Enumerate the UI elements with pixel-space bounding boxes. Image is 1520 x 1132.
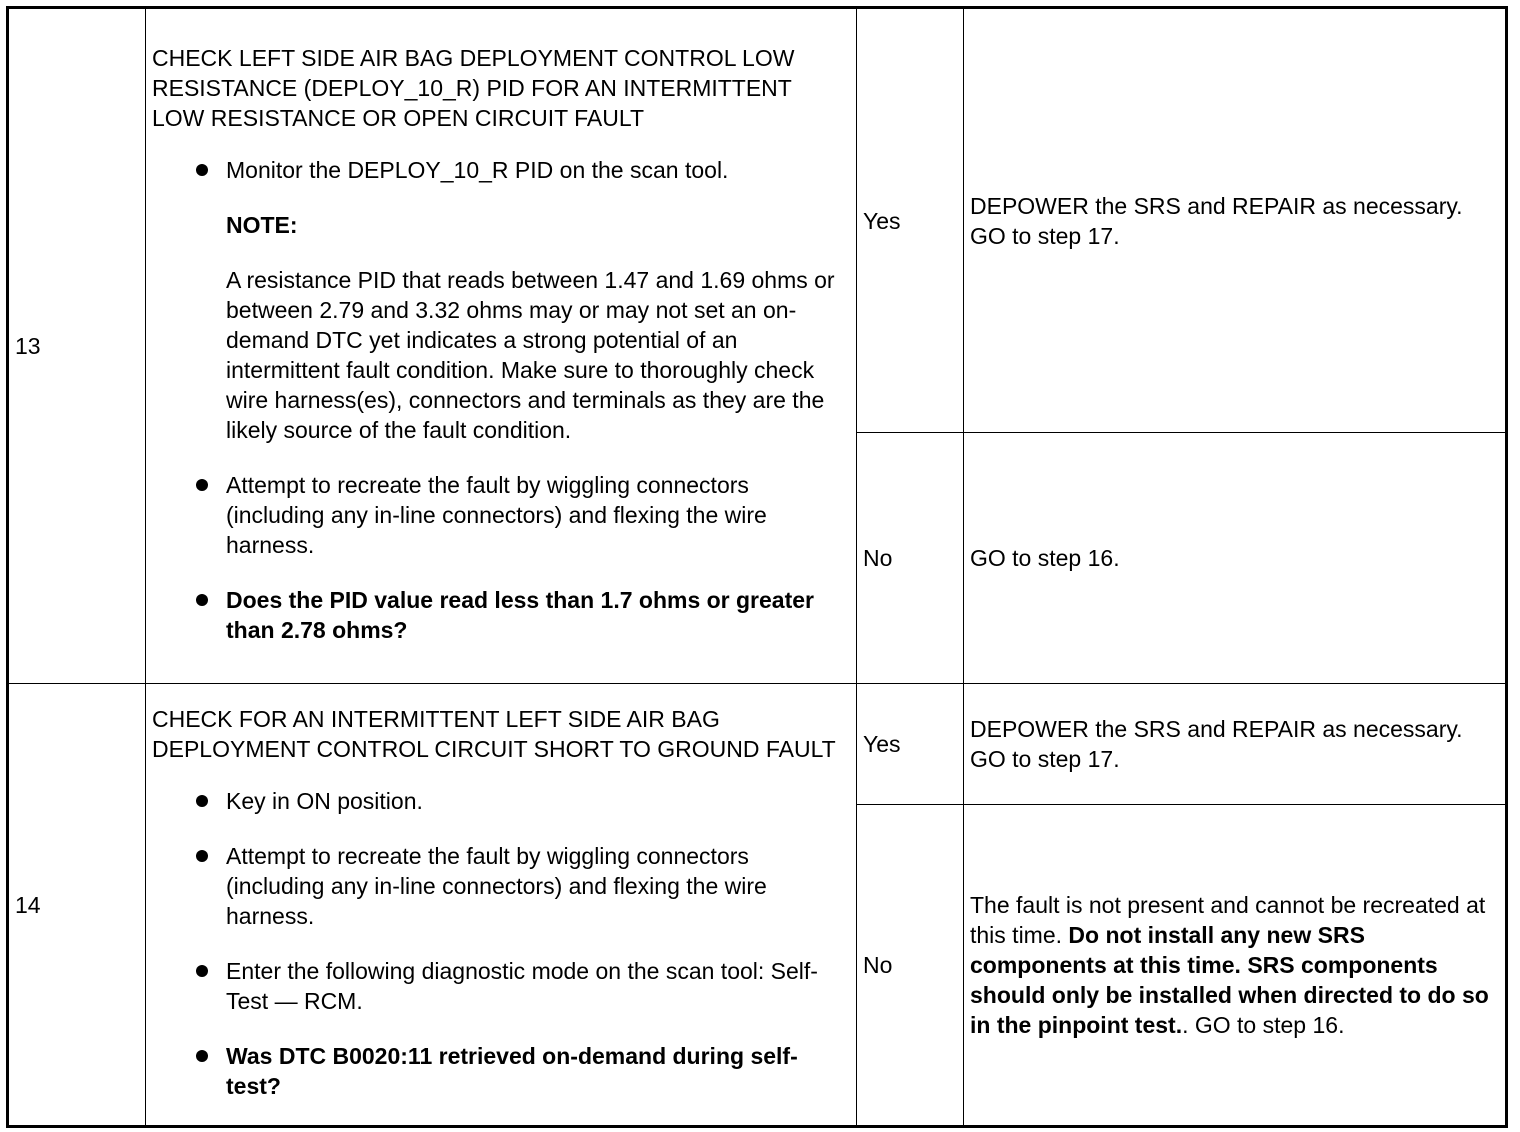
note-text: A resistance PID that reads between 1.47 and 1.69 ohms or between 2.79 and 3.32 ohms may or may not set an on-demand DTC yet indicates a strong potential of an intermittent fault condition. Make sure to thoroughly check wire harness(es), connectors and terminals as they are the likely source of the fault condition.: [226, 267, 835, 443]
result-text: [970, 890, 1499, 1040]
step-number: 14: [8, 684, 146, 1127]
result-text: DEPOWER the SRS and REPAIR as necessary. GO to step 17.: [970, 192, 1463, 249]
step-heading: CHECK LEFT SIDE AIR BAG DEPLOYMENT CONTROL LOW RESISTANCE (DEPLOY_10_R) PID FOR AN INTERMITTENT LOW RESISTANCE OR OPEN CIRCUIT FAULT: [152, 45, 795, 131]
list-item: Attempt to recreate the fault by wiggling connectors (including any in-line connectors) and flexing the wire harness.: [226, 470, 850, 560]
answer-no: No: [857, 433, 964, 684]
list-item-question: Was DTC B0020:11 retrieved on-demand during self-test?: [226, 1041, 850, 1101]
result-text: DEPOWER the SRS and REPAIR as necessary. GO to step 17.: [970, 716, 1463, 772]
step-heading: CHECK FOR AN INTERMITTENT LEFT SIDE AIR BAG DEPLOYMENT CONTROL CIRCUIT SHORT TO GROUND FAULT: [152, 706, 836, 762]
answer-yes: Yes: [857, 8, 964, 433]
result-yes: [964, 684, 1507, 805]
step-action: [146, 8, 857, 684]
list-item: Enter the following diagnostic mode on the scan tool: Self-Test — RCM.: [226, 956, 850, 1016]
list-item: Key in ON position.: [226, 786, 850, 816]
bullet-text: Monitor the DEPLOY_10_R PID on the scan tool.: [226, 157, 729, 183]
step-bullet-list: [152, 155, 850, 645]
answer-yes: Yes: [857, 684, 964, 805]
result-tail: . GO to step 16.: [1182, 1012, 1345, 1038]
note-label: NOTE:: [226, 212, 298, 238]
table-row: [8, 684, 1507, 805]
result-yes: [964, 8, 1507, 433]
diagnostic-steps-table: [6, 6, 1508, 1128]
result-warning: Do not install any new SRS components at this time. SRS components should only be installed when directed to do so in the pinpoint test.: [970, 922, 1489, 1038]
step-number: 13: [8, 8, 146, 684]
result-no: [964, 433, 1507, 684]
step-bullet-list: [152, 786, 850, 1101]
result-plain: The fault is not present and cannot be recreated at this time.: [970, 892, 1486, 948]
step-action: [146, 684, 857, 1127]
list-item: [226, 155, 850, 445]
list-item-question: Does the PID value read less than 1.7 ohms or greater than 2.78 ohms?: [226, 585, 850, 645]
answer-no: No: [857, 805, 964, 1127]
result-text: GO to step 16.: [970, 545, 1120, 571]
table-row: [8, 8, 1507, 433]
list-item: Attempt to recreate the fault by wiggling connectors (including any in-line connectors) and flexing the wire harness.: [226, 841, 850, 931]
result-no: [964, 805, 1507, 1127]
